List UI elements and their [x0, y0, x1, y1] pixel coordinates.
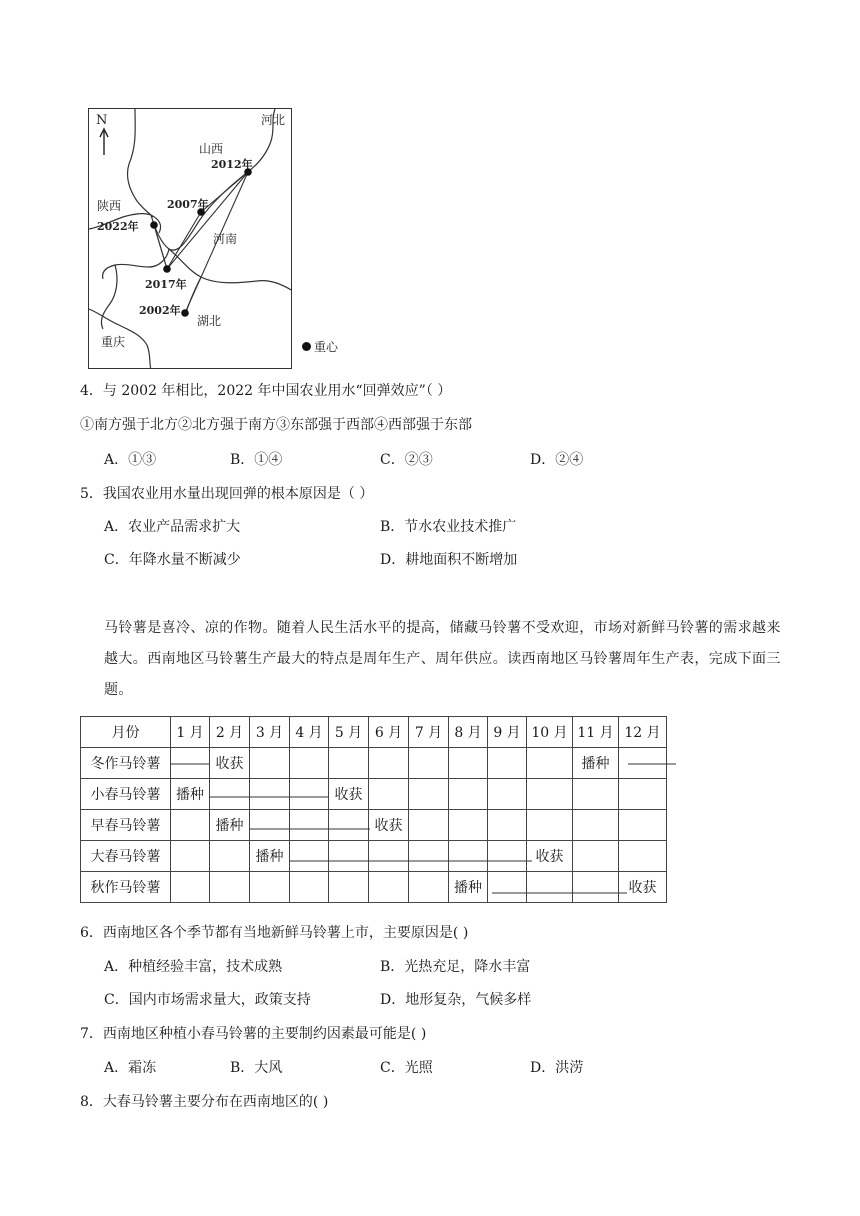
sow-label: 播种: [581, 756, 610, 772]
north-arrow-icon: [100, 129, 108, 155]
q5-option-c[interactable]: C．年降水量不断减少: [104, 552, 241, 568]
q4-option-a[interactable]: A．①③: [104, 452, 157, 468]
harvest-label: 收获: [628, 880, 657, 896]
row-name: 冬作马铃薯: [81, 748, 171, 779]
header-cell: 10 月: [527, 717, 573, 748]
label-2012: 2012年: [211, 158, 253, 171]
q8-stem: 8．大春马铃薯主要分布在西南地区的( ): [80, 1094, 329, 1110]
sow-label: 播种: [176, 787, 204, 803]
q7-option-c[interactable]: C．光照: [380, 1060, 433, 1076]
legend-dot-icon: [302, 342, 311, 351]
header-cell: 6 月: [369, 717, 409, 748]
row-name: 大春马铃薯: [81, 841, 171, 872]
table-row: [81, 810, 667, 841]
centroid-point-2022: [150, 221, 158, 229]
passage-text: 马铃薯是喜冷、凉的作物。随着人民生活水平的提高，储藏马铃薯不受欢迎，市场对新鲜马铃薯的需求越来越大。西南地区马铃薯生产最大的特点是周年生产、周年供应。读西南地区马铃薯周年生产表，完成下面三题。: [104, 620, 781, 698]
harvest-label: 收获: [334, 787, 363, 803]
q5-option-a[interactable]: A．农业产品需求扩大: [104, 519, 241, 535]
q6-option-d[interactable]: D．地形复杂，气候多样: [380, 992, 532, 1008]
row-name: 秋作马铃薯: [81, 872, 171, 903]
centroid-point-2002: [181, 309, 189, 317]
label-2007: 2007年: [167, 198, 209, 211]
q4-statements: ①南方强于北方②北方强于南方③东部强于西部④西部强于东部: [80, 417, 472, 433]
q6-option-a[interactable]: A．种植经验丰富，技术成熟: [104, 959, 283, 975]
header-cell: 月份: [81, 717, 171, 748]
sow-label: 播种: [454, 880, 482, 896]
q4-option-d[interactable]: D．②④: [530, 452, 584, 468]
q7-option-a[interactable]: A．霜冻: [104, 1060, 157, 1076]
header-cell: 11 月: [573, 717, 619, 748]
header-cell: 8 月: [449, 717, 488, 748]
north-label: N: [96, 113, 108, 128]
label-hubei: 湖北: [197, 314, 222, 328]
harvest-label: 收获: [535, 849, 564, 865]
sow-label: 播种: [215, 818, 244, 834]
label-shanxi: 山西: [199, 142, 224, 156]
header-cell: 3 月: [250, 717, 290, 748]
q6-option-c[interactable]: C．国内市场需求量大，政策支持: [104, 992, 311, 1008]
label-henan: 河南: [213, 232, 238, 246]
q5-option-b[interactable]: B．节水农业技术推广: [380, 519, 517, 535]
header-cell: 2 月: [210, 717, 250, 748]
label-chongqing: 重庆: [101, 335, 126, 349]
centroid-point-2017: [163, 265, 171, 273]
legend-label: 重心: [314, 340, 339, 354]
row-name: 小春马铃薯: [81, 779, 171, 810]
label-shaanxi: 陕西: [97, 199, 122, 213]
table-row: [81, 748, 667, 779]
q5-stem: 5．我国农业用水量出现回弹的根本原因是（ ）: [80, 486, 374, 502]
harvest-label: 收获: [215, 756, 244, 772]
harvest-label: 收获: [374, 818, 403, 834]
header-cell: 4 月: [290, 717, 329, 748]
q4-stem: 4．与 2002 年相比，2022 年中国农业用水“回弹效应”（ ）: [80, 383, 452, 399]
q7-option-d[interactable]: D．洪涝: [530, 1060, 584, 1076]
header-cell: 7 月: [409, 717, 449, 748]
q4-option-b[interactable]: B．①④: [230, 452, 283, 468]
header-cell: 9 月: [488, 717, 527, 748]
q6-option-b[interactable]: B．光热充足，降水丰富: [380, 959, 531, 975]
label-2002: 2002年: [139, 304, 181, 317]
table-row: [81, 841, 667, 872]
potato-schedule-table: [80, 716, 667, 903]
row-name: 早春马铃薯: [81, 810, 171, 841]
table-header-row: [81, 717, 667, 748]
q5-option-d[interactable]: D．耕地面积不断增加: [380, 552, 518, 568]
label-2022: 2022年: [97, 220, 139, 233]
q7-option-b[interactable]: B．大风: [230, 1060, 283, 1076]
header-cell: 12 月: [619, 717, 667, 748]
water-use-centroid-map: [88, 108, 292, 369]
q4-option-c[interactable]: C．②③: [380, 452, 433, 468]
q7-stem: 7．西南地区种植小春马铃薯的主要制约因素最可能是( ): [80, 1026, 427, 1042]
label-hebei: 河北: [261, 113, 286, 127]
table-row: [81, 872, 667, 903]
header-cell: 5 月: [329, 717, 369, 748]
label-2017: 2017年: [145, 278, 187, 291]
header-cell: 1 月: [171, 717, 210, 748]
map-boundaries: [89, 109, 292, 369]
q6-stem: 6．西南地区各个季节都有当地新鲜马铃薯上市，主要原因是( ): [80, 925, 469, 941]
sow-label: 播种: [255, 849, 284, 865]
table-row: [81, 779, 667, 810]
